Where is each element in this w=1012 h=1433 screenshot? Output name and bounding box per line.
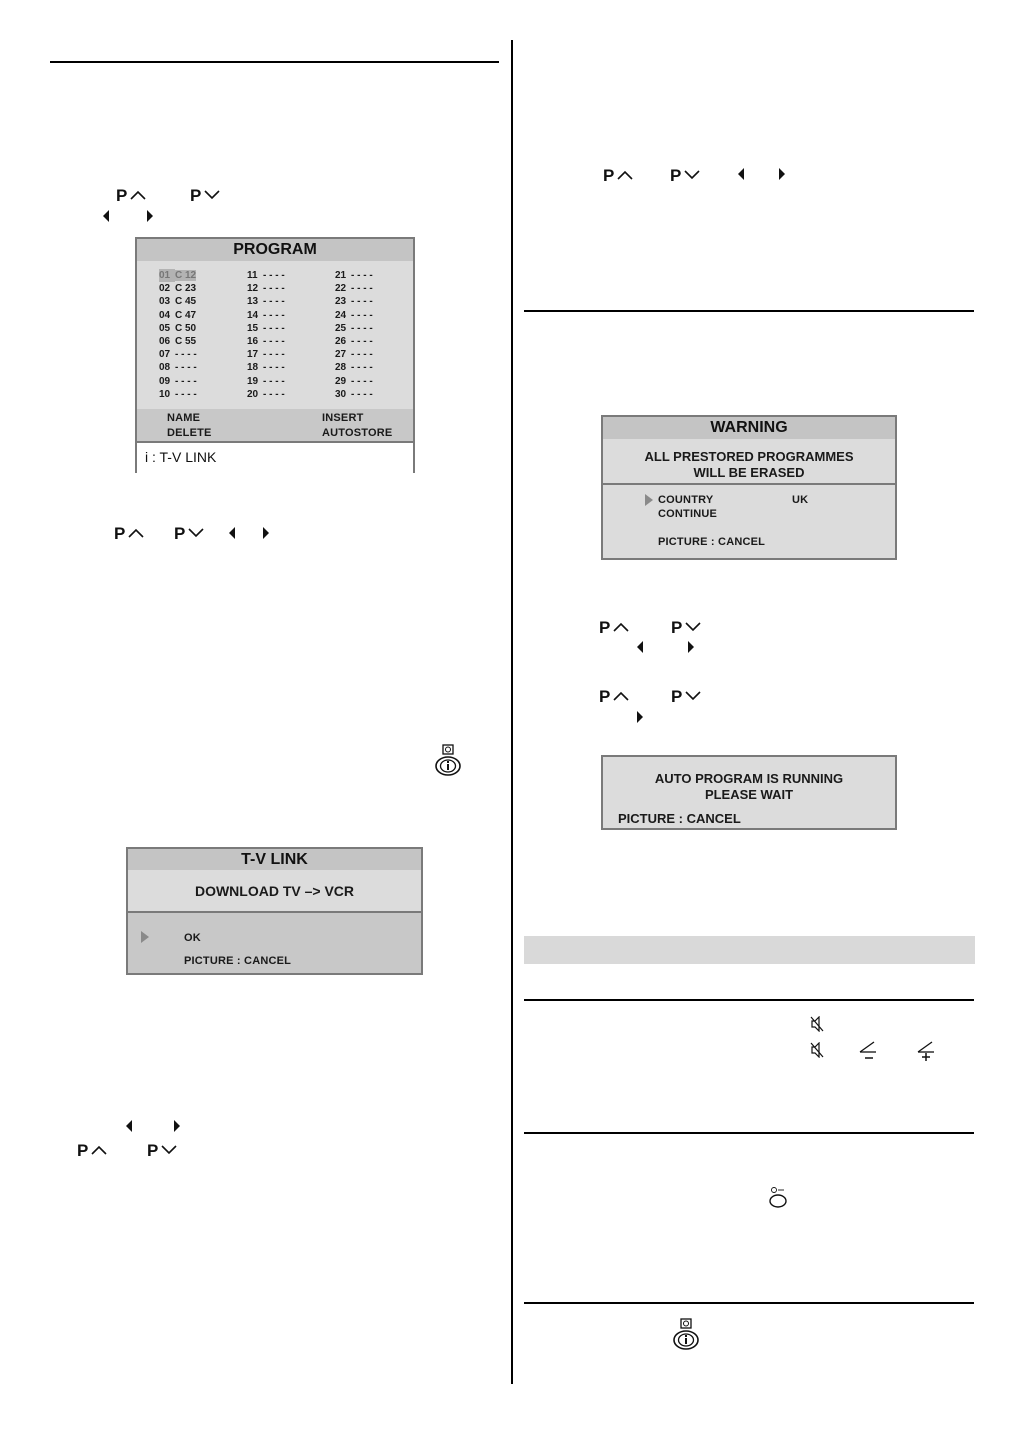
left-arrow-icon (636, 641, 644, 653)
p-down-chevron-icon (685, 622, 701, 632)
program-channel: - - - - (351, 362, 373, 374)
autoprogram-line-2: PLEASE WAIT (704, 787, 794, 802)
program-channel: - - - - (263, 388, 285, 400)
program-number: 27 (335, 349, 347, 361)
program-number: 24 (335, 309, 347, 321)
cancel-hint: PICTURE : CANCEL (618, 811, 741, 826)
p-down-chevron-icon (204, 190, 220, 200)
program-number: 10 (159, 388, 171, 400)
program-channel: - - - - (351, 335, 373, 347)
program-entry[interactable] (335, 309, 373, 322)
country-value[interactable]: UK (792, 494, 809, 506)
program-entry[interactable] (247, 322, 285, 335)
p-key-label: P (670, 166, 682, 185)
program-entry[interactable] (159, 348, 197, 361)
tvlink-message: DOWNLOAD TV –> VCR (194, 883, 355, 899)
p-key-label: P (671, 618, 683, 637)
program-number: 08 (159, 362, 171, 374)
p-down-chevron-icon (684, 170, 700, 180)
autostore-option[interactable]: AUTOSTORE (322, 427, 393, 439)
volume-up-icon (916, 1040, 936, 1062)
program-channel: - - - - (351, 283, 373, 295)
warning-menu-title: WARNING (603, 417, 895, 439)
program-entry[interactable] (247, 375, 285, 388)
program-channel: C 23 (175, 283, 197, 295)
program-entry[interactable] (335, 335, 373, 348)
program-entry[interactable] (247, 295, 285, 308)
autoprogram-menu (601, 755, 897, 830)
p-up-chevron-icon (613, 691, 629, 701)
program-entry[interactable] (247, 269, 285, 282)
section-band (524, 936, 975, 964)
right-arrow-icon (173, 1120, 181, 1132)
program-entry[interactable] (335, 388, 373, 401)
info-text: i : T-V LINK (145, 449, 217, 465)
program-number: 25 (335, 322, 347, 334)
selection-arrow-icon (141, 931, 149, 943)
program-channel: - - - - (263, 283, 285, 295)
program-entry[interactable] (335, 375, 373, 388)
tvlink-menu (126, 847, 423, 975)
program-column (335, 269, 373, 401)
program-menu (135, 237, 415, 473)
program-channel: C 12 (175, 270, 197, 281)
program-menu-info (137, 441, 413, 473)
info-button-icon (434, 744, 462, 776)
warning-line-2: WILL BE ERASED (693, 465, 805, 480)
program-number: 02 (159, 283, 171, 295)
p-up-chevron-icon (617, 170, 633, 180)
program-entry[interactable] (335, 322, 373, 335)
program-channel: C 47 (175, 309, 197, 321)
country-label[interactable]: COUNTRY (658, 494, 714, 506)
program-channel: - - - - (175, 362, 197, 374)
p-up-chevron-icon (130, 190, 146, 200)
right-arrow-icon (778, 168, 786, 180)
p-key-label: P (114, 524, 126, 543)
program-channel: - - - - (263, 349, 285, 361)
program-channel: - - - - (263, 375, 285, 387)
mute-icon (810, 1042, 824, 1058)
program-channel: - - - - (263, 362, 285, 374)
program-entry[interactable] (159, 269, 197, 282)
ok-option[interactable]: OK (184, 932, 201, 944)
program-entry[interactable] (335, 282, 373, 295)
program-channel: - - - - (175, 349, 197, 361)
tvlink-menu-title: T-V LINK (128, 849, 421, 870)
program-number: 17 (247, 349, 259, 361)
program-number: 19 (247, 375, 259, 387)
program-number: 22 (335, 283, 347, 295)
program-channel: C 45 (175, 296, 197, 308)
program-channel: - - - - (175, 388, 197, 400)
program-entry[interactable] (159, 361, 197, 374)
p-down-chevron-icon (188, 528, 204, 538)
p-key-label: P (599, 618, 611, 637)
volume-down-icon (858, 1040, 878, 1062)
right-section-rule-1 (524, 310, 974, 312)
program-channel: - - - - (175, 375, 197, 387)
program-entry[interactable] (247, 348, 285, 361)
program-number: 13 (247, 296, 259, 308)
program-entry[interactable] (335, 295, 373, 308)
p-key-label: P (116, 186, 128, 205)
program-channel: - - - - (351, 388, 373, 400)
p-down-chevron-icon (161, 1145, 177, 1155)
program-channel: - - - - (351, 375, 373, 387)
name-option[interactable]: NAME (167, 412, 201, 424)
program-number: 14 (247, 309, 259, 321)
program-entry[interactable] (159, 335, 197, 348)
p-up-chevron-icon (91, 1145, 107, 1155)
program-entry[interactable] (159, 295, 197, 308)
warning-line-1: ALL PRESTORED PROGRAMMES (644, 449, 854, 464)
program-number: 16 (247, 335, 259, 347)
mute-icon (810, 1016, 824, 1032)
program-number: 12 (247, 283, 259, 295)
program-number: 06 (159, 335, 171, 347)
oval-button-icon (767, 1186, 789, 1208)
program-entry[interactable] (159, 322, 197, 335)
p-key-label: P (671, 687, 683, 706)
p-key-label: P (77, 1141, 89, 1160)
program-number: 15 (247, 322, 259, 334)
p-down-chevron-icon (685, 691, 701, 701)
right-arrow-icon (262, 527, 270, 539)
program-channel: - - - - (263, 335, 285, 347)
program-number: 23 (335, 296, 347, 308)
right-arrow-icon (146, 210, 154, 222)
cancel-hint: PICTURE : CANCEL (184, 955, 292, 967)
left-top-rule (50, 61, 499, 63)
program-column (247, 269, 285, 401)
program-entry[interactable] (335, 348, 373, 361)
selection-arrow-icon (645, 494, 653, 506)
program-channel: - - - - (263, 296, 285, 308)
program-entry[interactable] (159, 375, 197, 388)
right-section-rule-4 (524, 1302, 974, 1304)
program-column (159, 269, 197, 401)
program-number: 05 (159, 322, 171, 334)
program-number: 01 (159, 269, 175, 282)
program-channel: - - - - (263, 309, 285, 321)
program-number: 30 (335, 388, 347, 400)
program-channel: - - - - (351, 270, 373, 281)
p-key-label: P (190, 186, 202, 205)
right-arrow-icon (687, 641, 695, 653)
left-arrow-icon (737, 168, 745, 180)
program-entry[interactable] (159, 282, 197, 295)
program-channel: - - - - (263, 322, 285, 334)
program-number: 18 (247, 362, 259, 374)
cancel-hint: PICTURE : CANCEL (658, 536, 766, 548)
p-key-label: P (147, 1141, 159, 1160)
warning-divider (603, 483, 895, 485)
program-entry[interactable] (335, 361, 373, 374)
info-button-icon (672, 1318, 700, 1350)
program-channel: - - - - (351, 296, 373, 308)
program-entry[interactable] (247, 335, 285, 348)
program-channel: C 55 (175, 335, 197, 347)
program-number: 26 (335, 335, 347, 347)
continue-option[interactable]: CONTINUE (658, 508, 718, 520)
program-entry[interactable] (247, 361, 285, 374)
program-number: 03 (159, 296, 171, 308)
autoprogram-line-1: AUTO PROGRAM IS RUNNING (654, 771, 844, 786)
p-key-label: P (599, 687, 611, 706)
program-channel: C 50 (175, 322, 197, 334)
program-entry[interactable] (247, 309, 285, 322)
left-arrow-icon (125, 1120, 133, 1132)
program-number: 11 (247, 270, 258, 281)
program-number: 07 (159, 349, 171, 361)
column-divider (511, 40, 513, 1384)
p-up-chevron-icon (128, 528, 144, 538)
warning-menu (601, 415, 897, 560)
program-number: 21 (335, 270, 347, 281)
program-channel: - - - - (351, 349, 373, 361)
program-number: 28 (335, 362, 347, 374)
program-entry[interactable] (159, 309, 197, 322)
program-channel: - - - - (263, 270, 285, 281)
p-key-label: P (603, 166, 615, 185)
program-menu-footer (137, 409, 413, 441)
program-number: 29 (335, 375, 347, 387)
right-arrow-icon (636, 711, 644, 723)
program-number: 09 (159, 375, 171, 387)
program-entry[interactable] (159, 388, 197, 401)
program-menu-title: PROGRAM (137, 239, 413, 261)
right-section-rule-3 (524, 1132, 974, 1134)
program-entry[interactable] (335, 269, 373, 282)
program-number: 04 (159, 309, 171, 321)
program-number: 20 (247, 388, 259, 400)
left-arrow-icon (228, 527, 236, 539)
program-channel: - - - - (351, 309, 373, 321)
program-entry[interactable] (247, 388, 285, 401)
right-section-rule-2 (524, 999, 974, 1001)
insert-option[interactable]: INSERT (322, 412, 364, 424)
left-arrow-icon (102, 210, 110, 222)
program-channel: - - - - (351, 322, 373, 334)
p-up-chevron-icon (613, 622, 629, 632)
p-key-label: P (174, 524, 186, 543)
delete-option[interactable]: DELETE (167, 427, 212, 439)
program-entry[interactable] (247, 282, 285, 295)
